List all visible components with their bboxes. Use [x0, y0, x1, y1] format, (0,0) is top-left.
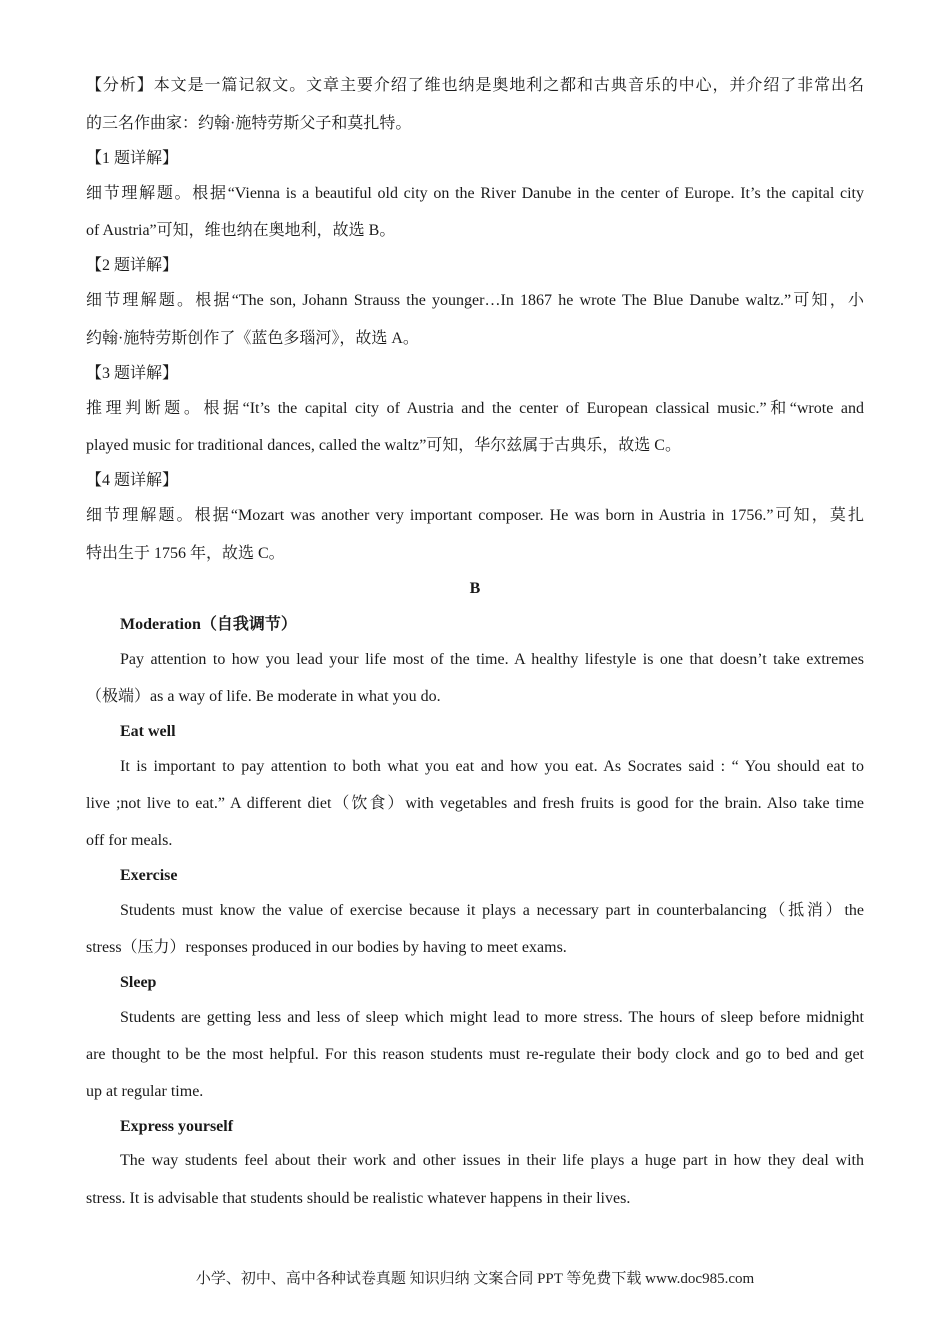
- q4-heading: 【4 题详解】: [86, 472, 179, 489]
- sleep-line-3: up at regular time.: [86, 1083, 204, 1100]
- heading-express-yourself: Express yourself: [120, 1118, 234, 1135]
- heading-eat-well: Eat well: [120, 723, 176, 740]
- q2-line-1: 细节理解题。根据“The son, Johann Strauss the younger…In 1867 he wrote The Blue Danube waltz.”可知，小: [86, 292, 864, 309]
- eat-well-line-1: It is important to pay attention to both what you eat and how you eat. As Socrates said : “ You should eat to: [120, 758, 864, 775]
- q1-heading: 【1 题详解】: [86, 150, 179, 167]
- q1-line-1: 细节理解题。根据“Vienna is a beautiful old city on the River Danube in the center of Europe. It’s the capital city: [86, 185, 864, 202]
- analysis-line-2: 的三名作曲家：约翰·施特劳斯父子和莫扎特。: [86, 115, 412, 132]
- express-line-1: The way students feel about their work and other issues in their life plays a huge part in how they deal with: [120, 1152, 864, 1169]
- q3-line-2: played music for traditional dances, called the waltz”可知，华尔兹属于古典乐，故选 C。: [86, 437, 681, 454]
- page-footer: 小学、初中、高中各种试卷真题 知识归纳 文案合同 PPT 等免费下载 www.doc985.com: [195, 1271, 755, 1287]
- q2-heading: 【2 题详解】: [86, 257, 179, 274]
- heading-sleep: Sleep: [120, 974, 157, 991]
- q4-line-1: 细节理解题。根据“Mozart was another very important composer. He was born in Austria in 1756.”可知，莫扎: [86, 507, 864, 524]
- section-b-title: B: [469, 580, 481, 597]
- analysis-line-1: 【分析】本文是一篇记叙文。文章主要介绍了维也纳是奥地利之都和古典音乐的中心，并介绍了非常出名: [86, 77, 864, 94]
- sleep-line-1: Students are getting less and less of sleep which might lead to more stress. The hours of sleep before midnight: [120, 1009, 864, 1026]
- heading-exercise: Exercise: [120, 867, 178, 884]
- sleep-line-2: are thought to be the most helpful. For this reason students must re-regulate their body clock and go to bed and get: [86, 1046, 864, 1063]
- q1-line-2: of Austria”可知，维也纳在奥地利，故选 B。: [86, 222, 396, 239]
- eat-well-line-2: live ;not live to eat.” A different diet（饮食）with vegetables and fresh fruits is good for the brain. Also take time: [86, 795, 864, 812]
- q4-line-2: 特出生于 1756 年，故选 C。: [86, 545, 285, 562]
- q3-heading: 【3 题详解】: [86, 365, 179, 382]
- exercise-line-2: stress（压力）responses produced in our bodies by having to meet exams.: [86, 939, 567, 956]
- express-line-2: stress. It is advisable that students should be realistic whatever happens in their lives.: [86, 1190, 631, 1207]
- exercise-line-1: Students must know the value of exercise because it plays a necessary part in counterbalancing（抵消）the: [120, 902, 864, 919]
- eat-well-line-3: off for meals.: [86, 832, 173, 849]
- moderation-line-1: Pay attention to how you lead your life most of the time. A healthy lifestyle is one that doesn’t take extremes: [120, 651, 864, 668]
- q2-line-2: 约翰·施特劳斯创作了《蓝色多瑙河》，故选 A。: [86, 330, 419, 347]
- q3-line-1: 推理判断题。根据“It’s the capital city of Austria and the center of European classical music.”和“wrote and: [86, 400, 864, 417]
- moderation-line-2: （极端）as a way of life. Be moderate in what you do.: [86, 688, 441, 705]
- heading-moderation: Moderation（自我调节）: [120, 616, 297, 633]
